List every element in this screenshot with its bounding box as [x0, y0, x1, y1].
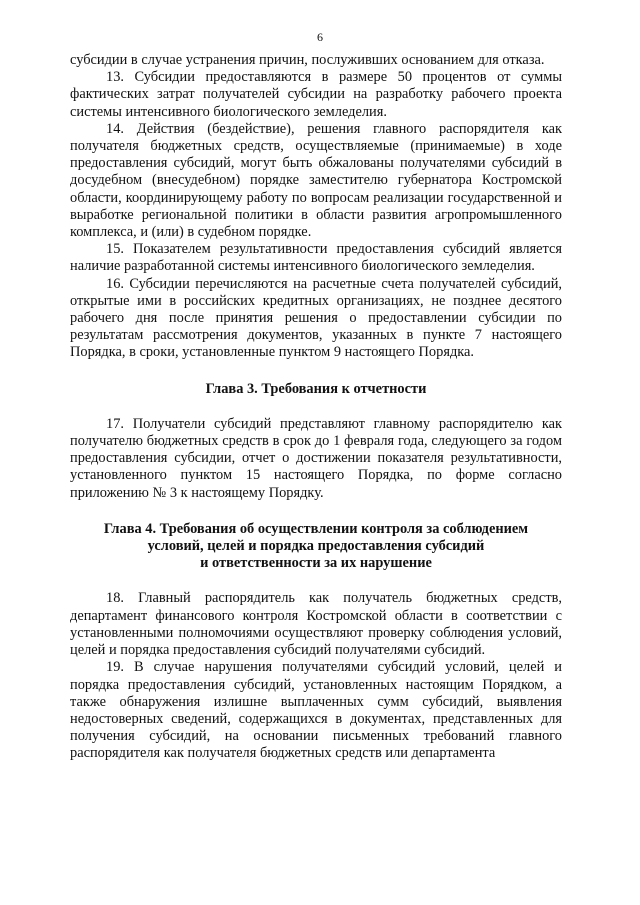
paragraph-16: 16. Субсидии перечисляются на расчетные счета получателей субсидий, открытые ими в российских кредитных организациях, не позднее десятого рабочего дня после принятия решения о предоставлении субсидии по результатам рассмотрения документов, указанных в пункте 7 настоящего Порядка, в сроки, установленные пунктом 9 настоящего Порядка. — [70, 275, 562, 361]
paragraph-continuation: субсидии в случае устранения причин, послуживших основанием для отказа. — [70, 52, 545, 68]
paragraph-18: 18. Главный распорядитель как получатель бюджетных средств, департамент финансового контроля Костромской области в соответствии с установленными полномочиями осуществляют проверку соблюдения условий, целей и порядка предоставления субсидий получателями субсидий. — [70, 590, 562, 659]
chapter-4-title-line: Глава 4. Требования об осуществлении контроля за соблюдением — [103, 520, 529, 537]
chapter-4-title-line: и ответственности за их нарушение — [200, 555, 432, 572]
page-number: 6 — [317, 30, 323, 44]
paragraph-15: 15. Показателем результативности предоставления субсидий является наличие разработанной системы интенсивного биологического земледелия. — [70, 241, 562, 275]
chapter-4-title — [70, 521, 562, 573]
paragraph-19: 19. В случае нарушения получателями субсидий условий, целей и порядка предоставления субсидий, установленных настоящим Порядком, а также обнаружения излишне выплаченных сумм субсидий, выявления недостоверных сведений, содержащихся в документах, представленных для получения субсидий, на основании письменных требований главного распорядителя как получателя бюджетных средств или департамента — [70, 659, 562, 762]
chapter-3-title: Глава 3. Требования к отчетности — [205, 380, 427, 397]
paragraph-17: 17. Получатели субсидий представляют главному распорядителю как получателю бюджетных средств в срок до 1 февраля года, следующего за годом предоставления субсидии, отчет о достижении показателя результативности, установленного пунктом 15 настоящего Порядка, по форме согласно приложению № 3 к настоящему Порядку. — [70, 415, 562, 501]
chapter-4-title-line: условий, целей и порядка предоставления субсидий — [147, 538, 485, 555]
document-body — [70, 52, 562, 763]
paragraph-14: 14. Действия (бездействие), решения главного распорядителя как получателя бюджетных средств, осуществляемые (принимаемые) в ходе предоставления субсидий, могут быть обжалованы получателями субсидий в досудебном (внесудебном) порядке заместителю губернатора Костромской области, координирующему работу по вопросам реализации государственной и выработке региональной политики в области развития агропромышленного комплекса, и (или) в судебном порядке. — [70, 120, 562, 241]
paragraph-13: 13. Субсидии предоставляются в размере 50 процентов от суммы фактических затрат получателей субсидии на разработку рабочего проекта системы интенсивного биологического земледелия. — [70, 69, 562, 120]
